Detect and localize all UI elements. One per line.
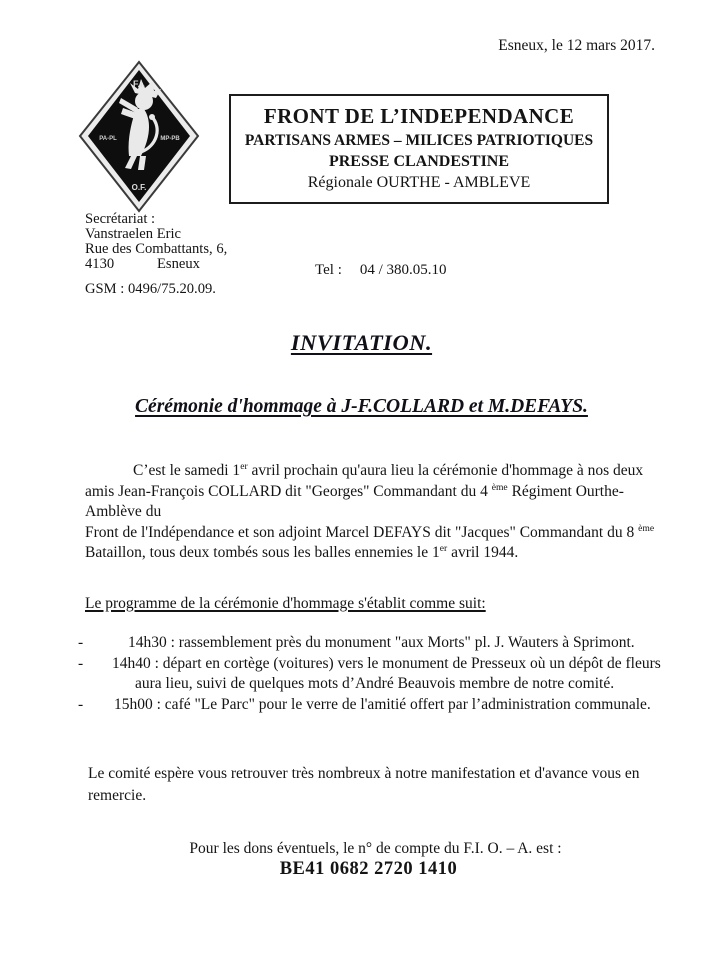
secretariat-city-line bbox=[85, 257, 227, 272]
org-name: FRONT DE L’INDEPENDANCE bbox=[263, 104, 575, 128]
closing-paragraph bbox=[88, 763, 660, 807]
dash-marker: - bbox=[78, 654, 84, 672]
secretariat-street: Rue des Combattants, 6, bbox=[85, 241, 228, 257]
donation-intro: Pour les dons éventuels, le n° de compte du F.I. O. – A. est : bbox=[189, 840, 562, 857]
date-line: Esneux, le 12 mars 2017. bbox=[498, 37, 655, 54]
body-paragraph bbox=[85, 461, 663, 564]
closing-line-2: remercie. bbox=[88, 787, 147, 804]
secretariat-name: Vanstraelen Eric bbox=[85, 226, 182, 242]
tel-number: 04 / 380.05.10 bbox=[359, 262, 447, 278]
programme-item-text-continued: aura lieu, suivi de quelques mots d’André Beauvois membre de notre comité. bbox=[135, 675, 615, 692]
dash-marker: - bbox=[78, 634, 84, 651]
org-subtitle-1: PARTISANS ARMES – MILICES PATRIOTIQUES bbox=[244, 132, 594, 149]
letterhead-box bbox=[229, 94, 609, 204]
logo-bottom-label: O.F. bbox=[131, 183, 147, 192]
gsm-line: GSM : 0496/75.20.09. bbox=[85, 281, 216, 297]
superscript-eme: ème bbox=[491, 481, 508, 493]
superscript-er: er bbox=[240, 460, 248, 472]
programme-item bbox=[78, 695, 668, 716]
tel-label: Tel : bbox=[315, 262, 342, 278]
superscript-eme: ème bbox=[638, 522, 655, 534]
programme-item-text: 14h40 : départ en cortège (voitures) vers le monument de Presseux où un dépôt de fleurs bbox=[112, 654, 661, 672]
programme-list bbox=[78, 633, 668, 715]
secretariat-label: Secrétariat : bbox=[85, 211, 156, 227]
donation-account-number: BE41 0682 2720 1410 bbox=[279, 859, 458, 879]
body-line-4: Front de l'Indépendance et son adjoint Marcel DEFAYS dit "Jacques" Commandant du 8 $^{ème}$ bbox=[85, 522, 655, 541]
invitation-title: INVITATION. bbox=[290, 330, 433, 355]
programme-item-text: 14h30 : rassemblement près du monument "aux Morts" pl. J. Wauters à Sprimont. bbox=[128, 634, 635, 651]
superscript-er: er bbox=[439, 542, 448, 554]
programme-item-text: 15h00 : café "Le Parc" pour le verre de l'amitié offert par l’administration communale. bbox=[114, 695, 651, 713]
city: Esneux bbox=[157, 256, 200, 272]
body-line-2: amis Jean-François COLLARD dit "Georges" Commandant du 4 $^{ème}$ Régiment Ourthe- bbox=[85, 481, 624, 500]
tel-line bbox=[315, 262, 447, 279]
logo-right-label: MP-PB bbox=[160, 136, 180, 142]
secretariat-block bbox=[85, 212, 227, 297]
body-line-3: Amblève du bbox=[85, 503, 162, 520]
fi-diamond-lion-logo bbox=[77, 60, 201, 213]
closing-line-1: Le comité espère vous retrouver très nombreux à notre manifestation et d'avance vous en bbox=[88, 765, 640, 782]
org-subtitle-2: PRESSE CLANDESTINE bbox=[328, 153, 510, 170]
logo-top-label: F.I. bbox=[132, 79, 146, 89]
dash-marker: - bbox=[78, 695, 84, 713]
programme-item bbox=[78, 654, 668, 695]
postal-code: 4130 bbox=[85, 256, 115, 272]
programme-heading: Le programme de la cérémonie d'hommage s'établit comme suit: bbox=[85, 595, 486, 612]
ceremony-title: Cérémonie d'hommage à J-F.COLLARD et M.DEFAYS. bbox=[135, 396, 588, 417]
programme-item bbox=[78, 633, 668, 654]
body-line-5: Bataillon, tous deux tombés sous les balles ennemies le 1er avril 1944. bbox=[85, 542, 519, 561]
logo-left-label: PA-PL bbox=[99, 136, 117, 142]
org-region: Régionale OURTHE - AMBLEVE bbox=[307, 174, 531, 191]
body-line-1: C’est le samedi 1er avril prochain qu'aura lieu la cérémonie d'hommage à nos deux bbox=[133, 460, 644, 479]
